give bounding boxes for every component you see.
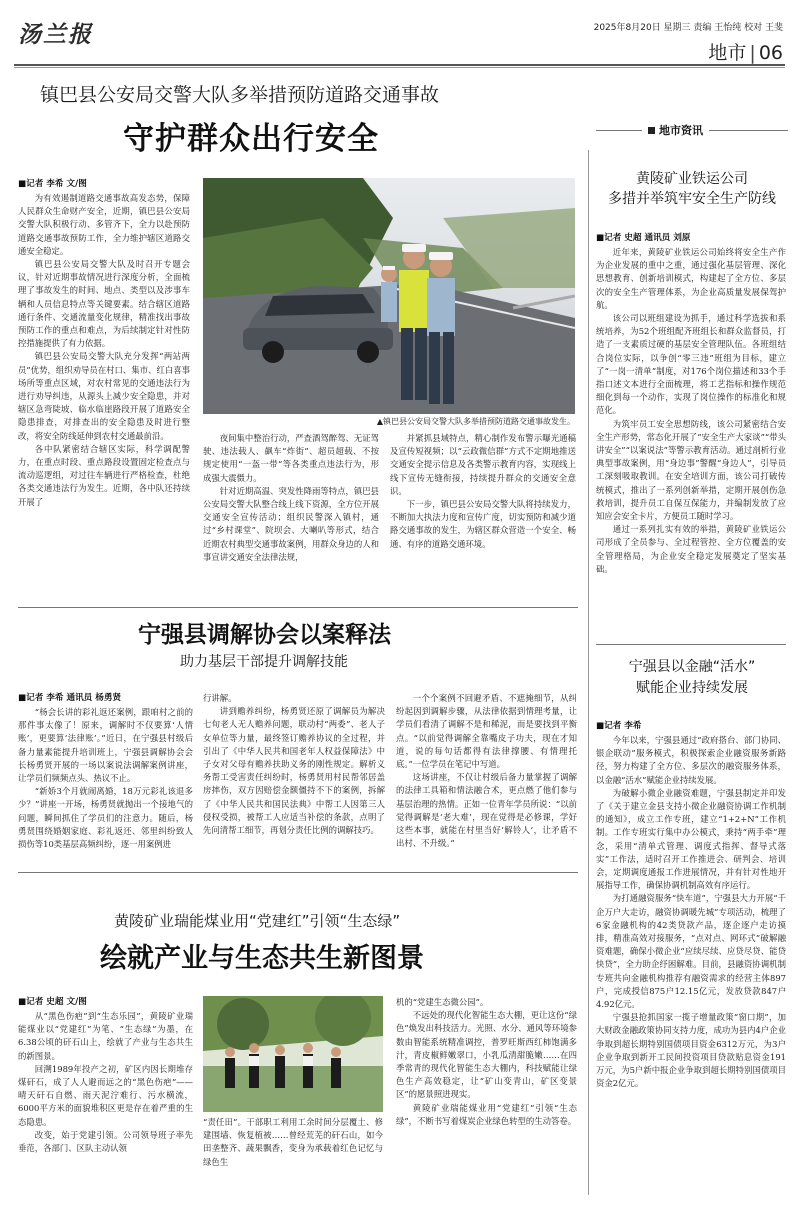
article1-kicker: 镇巴县公安局交警大队多举措预防道路交通事故 bbox=[40, 84, 440, 106]
paragraph: 针对近期高温、突发性降雨等特点，镇巴县公安局交警大队整合线上线下资源，全方位开展交通安全宣传活动；组织民警深入镇村，通过“乡村课堂”、院坝会、大喇叭等形式，结合近期农村典型交通事故案例，用群众身边的人和事宣讲交通安全法律法规， bbox=[203, 485, 379, 562]
article2-byline: ■记者 李希 通讯员 杨勇贤 bbox=[18, 693, 122, 703]
article3-kicker: 黄陵矿业瑞能煤业用“党建红”引领“生态绿” bbox=[114, 912, 401, 930]
brief2-headline-line1: 宁强县以金融“活水” bbox=[628, 659, 756, 675]
article1-col3 bbox=[390, 432, 576, 602]
police-officers-photo-svg bbox=[203, 178, 575, 414]
eco-park-photo bbox=[203, 996, 383, 1112]
paragraph: 该公司以班组建设为抓手，通过科学选拔和系统培养，为52个班组配齐班组长和群众监督员，打造了一支素质过硬的基层安全管理队伍。各班组结合岗位实际，以争创“零三违”班组为目标，建立了“一岗一清单”制度，对176个岗位描述和33个手指口述文本进行全面梳理，将工艺指标和操作规范细化到每一个动作，实现了岗位操作的标准化和规范化。 bbox=[596, 313, 786, 416]
paragraph: 近年来，黄陵矿业铁运公司始终将安全生产作为企业发展的重中之重，通过强化基层管理、深化思想教育、创新培训模式，构建起了全方位、多层次的安全生产管理体系，为企业高质量发展保驾护航。 bbox=[596, 247, 786, 310]
paragraph: “杨会长讲的彩礼返还案例，跟咱村之前的那件事太像了！原来，调解时不仅要算‘人情账’，更要算‘法律账’。”近日，在宁强县村级后备力量素能提升培训班上，宁强县调解协会会长杨勇贤开展的一场以案说法调解案例讲座，让学员们频频点头、热议不止。 bbox=[18, 707, 193, 784]
paragraph: 这场讲座，不仅让村级后备力量掌握了调解的法律工具箱和情法融合术，更点燃了他们参与基层治理的热情。正如一位青年学员所说：“以前觉得调解是‘老大难’，现在觉得是必修课，学好这些本事，就能在村里当好‘解铃人’，让矛盾不出村、不升级。” bbox=[396, 772, 577, 849]
brief2-body bbox=[596, 734, 786, 1196]
article3-col2 bbox=[203, 1116, 383, 1195]
article-separator bbox=[18, 872, 578, 873]
paragraph: 不远处的现代化智能生态大棚，更让这份“绿色”焕发出科技活力。光照、水分、通风等环境参数由智能系统精准调控，普罗旺斯西红柿饱满多汁，青皮椒鲜嫩翠口，小乳瓜清甜脆嫩……在四季常青的现代化智能生态大棚内，科技赋能让绿色生产高效稳定，让“矿山变青山，矿区变景区”的愿景照进现实。 bbox=[396, 1010, 577, 1100]
article3-col1 bbox=[18, 1010, 193, 1195]
issue-info: 2025年8月20日 星期三 责编 王怡纯 校对 王斐 bbox=[593, 23, 783, 33]
paragraph: 并紧抓县域特点，精心制作发布警示曝光通稿及宣传短视频；以“云政微信群”方式不定期地推送交通安全提示信息及各类警示教育内容，实现线上线下宣传无缝衔接，持续提升群众的交通安全意识。 bbox=[390, 433, 576, 496]
eco-park-photo-svg bbox=[203, 996, 383, 1112]
sidebar-label-text: 地市资讯 bbox=[659, 124, 703, 137]
article3-byline: ■记者 史超 文/图 bbox=[18, 997, 87, 1007]
article1-col1 bbox=[18, 192, 190, 602]
paragraph: 行讲解。 bbox=[203, 693, 237, 703]
paragraph: 下一步，镇巴县公安局交警大队将持续发力，不断加大执法力度和宣传广度，切实预防和减少道路交通事故的发生，为辖区群众营造一个安全、畅通、有序的道路交通环境。 bbox=[390, 499, 576, 549]
paragraph: 镇巴县公安局交警大队充分发挥“两站两员”优势，组织劝导员在村口、集市、红白喜事场所等重点区域，对农村常见的交通违法行为进行劝导纠违，从源头上减少安全隐患，并对辖区急弯陡坡、临水临崖路段开展了道路安全隐患排查，对排查出的安全隐患及时进行整改，将安全防线延伸到农村交通最前沿。 bbox=[18, 351, 190, 441]
brief1-headline-line1: 黄陵矿业铁运公司 bbox=[636, 171, 748, 187]
brief1-headline-line2: 多措并举筑牢安全生产防线 bbox=[608, 191, 776, 207]
section-name: 地市 bbox=[708, 42, 747, 64]
paragraph: 通过一系列扎实有效的举措，黄陵矿业铁运公司形成了全员参与、全过程管控、全方位覆盖的安全管理格局，为企业安全稳定发展奠定了坚实基础。 bbox=[596, 524, 786, 574]
paragraph: 各中队紧密结合辖区实际，科学调配警力，在重点时段、重点路段设置固定检查点与流动巡逻组，对过往车辆进行严格检查，杜绝各类交通违法行为发生。近期，各中队还持续开展了 bbox=[18, 443, 190, 507]
paragraph: 为打通融资服务“快车道”，宁强县大力开展“千企万户大走访，融资协调暖先城”专项活动，梳理了6家金融机构的42类贷款产品，逐企逐户走访摸排，精准高效对接服务，“点对点、网环式”破解融资难题，确保小微企业“应续尽续、应贷尽贷、能贷快贷”，全力助企纾困解难。目前，县融资协调机制专班共向金融机构推荐有融资需求的经营主体897户，完成授信875户12.15亿元，发放贷款847户4.92亿元。 bbox=[596, 893, 786, 1010]
article2-col1 bbox=[18, 706, 193, 864]
article2-headline: 宁强县调解协会以案释法 bbox=[138, 622, 391, 648]
paragraph: 为筑牢员工安全思想防线，该公司紧密结合安全生产形势，常态化开展了“安全生产大家谈”“带头讲安全”“以案说法”等警示教育活动。通过剖析行业典型事故案例，用“身边事”警醒“身边人”，引导员工深刻吸取教训。在安全培训方面，该公司打破传统模式，推出了一系列创新举措，定期开展创伤急救培训，提升员工自保互保能力，并编制发放了应知应会安全卡片，方便员工随时学习。 bbox=[596, 418, 786, 522]
article1-byline: ■记者 李希 文/图 bbox=[18, 179, 87, 189]
paragraph: 为破解小微企业融资难题，宁强县制定并印发了《关于建立金县支持小微企业融资协调工作机制的通知》，成立工作专班，建立“1+2+N”工作机制。工作专班实行集中办公模式，秉持“两手牵”理念，采用“清单式管理、调度式指挥、督导式落实”工作法，适时召开工作推进会、研判会、培训会，定期调度通报工作进展情况，并有针对性地开展指导工作，确保协调机制高效有序运行。 bbox=[596, 787, 786, 891]
paragraph: 镇巴县公安局交警大队及时召开专题会议，针对近期事故情况进行深度分析，全面梳理了事故发生的时间、地点、类型以及涉事车辆和人员信息特点等关键要素。结合辖区道路通行条件、交通流量变化规律，精准找出事故预防工作的重点和难点，为后续制定针对性防控措施提供了有力依据。 bbox=[18, 259, 190, 349]
paragraph: 一个个案例不回避矛盾、不遮掩细节，从纠纷起因到调解步骤，从法律依据到情理考量，让学员们看清了调解不是和稀泥，而是要找到平衡点。“以前觉得调解全靠嘴皮子功夫，现在才知道，说的每句话都得有法律撑腰、有情理托底。”一位学员在笔记中写道。 bbox=[396, 693, 577, 770]
brief1-byline: ■记者 史超 通讯员 刘原 bbox=[596, 233, 691, 243]
sidebar-label bbox=[596, 122, 788, 140]
paragraph: 从“黑色伤疤”到“生态乐园”，黄陵矿业瑞能煤业以“党建红”为笔、“生态绿”为墨，在6.38公顷的矸石山上，绘就了产业与生态共生的新图景。 bbox=[18, 1011, 193, 1061]
paragraph: 夜间集中整治行动，严查酒驾醉驾、无证驾驶、违法载人、飙车“炸街”、超员超载、不按规定使用“一盔一带”等各类重点违法行为，形成强大震慑力。 bbox=[203, 433, 379, 483]
paragraph: 为有效遏制道路交通事故高发态势，保障人民群众生命财产安全，近期，镇巴县公安局交警大队积极行动、多管齐下，全力以赴预防道路交通事故预防工作，全力维护辖区道路交通安全稳定。 bbox=[18, 193, 190, 256]
article2-subhead: 助力基层干部提升调解技能 bbox=[180, 654, 348, 670]
page-label bbox=[708, 38, 783, 65]
article-separator bbox=[18, 607, 578, 608]
article2-col3 bbox=[396, 692, 577, 864]
article3-col3 bbox=[396, 996, 577, 1195]
section-divider: | bbox=[749, 42, 756, 64]
article1-headline: 守护群众出行安全 bbox=[123, 121, 379, 157]
paragraph: 机的“党建生态微公园”。 bbox=[396, 997, 489, 1007]
article2-col2 bbox=[203, 692, 385, 864]
brief1-body bbox=[596, 246, 786, 638]
column-divider bbox=[588, 150, 589, 1195]
article3-headline: 绘就产业与生态共生新图景 bbox=[100, 943, 424, 974]
paragraph: 宁强县抢抓国家一揽子增量政策“窗口期”，加大财政金融政策协同支持力度，成功为县内4户企业争取到超长期特别国债项目资金6312万元，为3户企业争取到新开工民间投资项目贷款贴息资金191万元，为5户新中报企业争取到超长期特别国债项目资金2亿元。 bbox=[596, 1012, 786, 1089]
masthead-rule-thin bbox=[14, 67, 785, 68]
brief2-headline-line2: 赋能企业持续发展 bbox=[636, 680, 748, 696]
police-officers-photo bbox=[203, 178, 575, 414]
paragraph: 讲到赡养纠纷，杨勇贤还原了调解员为解决七旬老人无人赡养问题，联动村“两委”、老人子女单位等力量，最终签订赡养协议的全过程，并引出了《中华人民共和国老年人权益保障法》中子女对父母有赡养扶助义务的刚性规定。解析义务帮工受害责任纠纷时，杨勇贤用村民帮邻居盖房摔伤，双方因赔偿金额僵持不下的案例，拆解了《中华人民共和国民法典》中帮工人因第三人侵权受损，被帮工人应适当补偿的条款，点明了先问清帮工细节，再划分责任比例的调解技巧。 bbox=[203, 706, 385, 836]
paragraph: 回溯1989年投产之初，矿区内因长期堆存煤矸石，成了人人避而远之的“黑色伤疤”——晴天矸石自燃、雨天泥泞难行、污水横流，6000平方米的面貌堆积区更是存在着严重的生态隐患。 bbox=[18, 1063, 193, 1127]
paragraph: 今年以来，宁强县通过“政府搭台、部门协同、银企联动”服务模式，积极探索企业融资服务新路径，努力构建了全方位、多层次的融资服务体系，以金融“活水”赋能企业持续发展。 bbox=[596, 735, 786, 785]
brief2-byline: ■记者 李希 bbox=[596, 721, 642, 731]
masthead-logo: 汤兰报 bbox=[18, 21, 93, 48]
paragraph: “新娇3个月就闹离婚，18万元彩礼该退多少？”讲座一开场，杨勇贤就抛出一个接地气的问题，瞬间抓住了学员们的注意力。随后，杨勇贤围绕婚姻家庭、彩礼返还、邻里纠纷致人损伤等10类基层高频纠纷，逐一用案例进 bbox=[18, 786, 193, 850]
sidebar-marker-icon bbox=[648, 127, 655, 134]
page-number: 06 bbox=[758, 42, 783, 64]
paragraph: “责任田”。干部职工利用工余时间分层覆土、修建围墙、恢复植被……曾经荒芜的矸石山，如今田垄整齐、蔬果飘香，变身为承载着红色记忆与绿色生 bbox=[203, 1117, 383, 1167]
sidebar-separator bbox=[596, 644, 786, 645]
article1-photo-caption: ▲镇巴县公安局交警大队多举措预防道路交通事故发生。 bbox=[376, 417, 575, 426]
article1-col2 bbox=[203, 432, 379, 602]
paragraph: 改变，始于党建引领。公司领导班子率先垂范，各部门、区队主动认领 bbox=[18, 1129, 193, 1154]
paragraph: 黄陵矿业瑞能煤业用“党建红”引领“生态绿”，不断书写着煤炭企业绿色转型的生动答卷。 bbox=[396, 1102, 577, 1126]
masthead-rule bbox=[14, 64, 785, 66]
